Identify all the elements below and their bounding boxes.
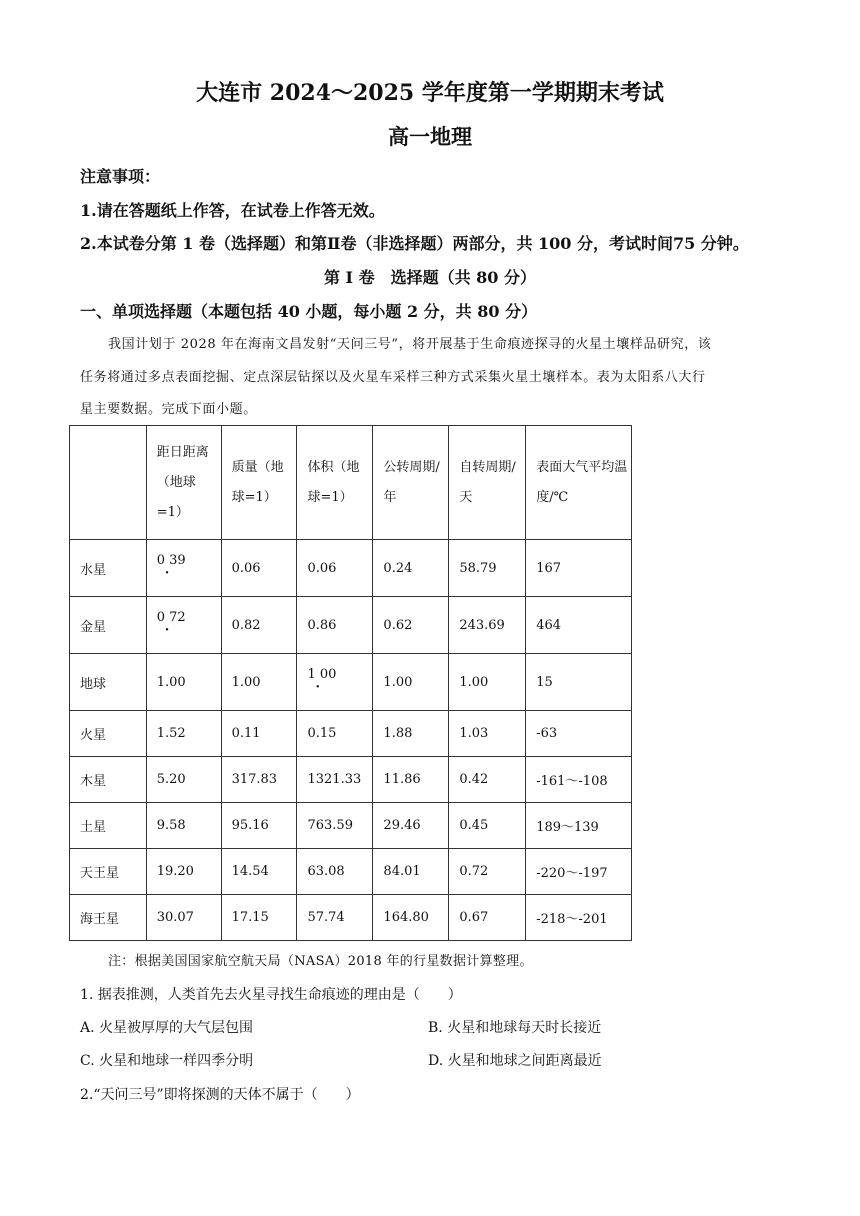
table-row — [70, 757, 632, 803]
table-cell: 15 — [526, 654, 632, 711]
table-cell: -63 — [526, 711, 632, 757]
question-stem: 1. 据表推测，人类首先去火星寻找生命痕迹的理由是（ ） — [80, 987, 462, 1003]
intro-paragraph-line: 我国计划于 2028 年在海南文昌发射“天问三号”，将开展基于生命痕迹探寻的火星土壤样品研究，该 — [108, 337, 712, 352]
table-header-cell: 体积（地球=1） — [297, 426, 373, 540]
table-cell: 763.59 — [297, 803, 373, 849]
table-row — [70, 711, 632, 757]
table-cell — [297, 654, 373, 711]
table-row — [70, 849, 632, 895]
table-cell: 30.07 — [146, 895, 221, 941]
table-cell: 0.15 — [297, 711, 373, 757]
table-header-cell: 自转周期/天 — [449, 426, 526, 540]
planet-data-table — [69, 425, 632, 941]
table-cell: -161～-108 — [526, 757, 632, 803]
table-cell: 1321.33 — [297, 757, 373, 803]
table-cell: 0.82 — [221, 597, 297, 654]
table-row — [70, 540, 632, 597]
planet-name-cell: 天王星 — [70, 849, 147, 895]
table-cell: 5.20 — [146, 757, 221, 803]
answer-option-c: C. 火星和地球一样四季分明 — [80, 1053, 254, 1069]
table-cell: 1.00 — [373, 654, 449, 711]
table-cell: 1.88 — [373, 711, 449, 757]
planet-name-cell: 海王星 — [70, 895, 147, 941]
table-cell: 19.20 — [146, 849, 221, 895]
table-cell: 57.74 — [297, 895, 373, 941]
planet-name-cell: 木星 — [70, 757, 147, 803]
table-cell-value: 1 00 · — [307, 667, 336, 682]
table-cell-value: 0 39 · — [157, 553, 186, 568]
planet-name-cell: 金星 — [70, 597, 147, 654]
table-cell: 0.06 — [297, 540, 373, 597]
table-header-cell — [70, 426, 147, 540]
table-cell: 243.69 — [449, 597, 526, 654]
table-cell: 0.86 — [297, 597, 373, 654]
table-header-cell: 质量（地球=1） — [221, 426, 297, 540]
planet-name-cell: 地球 — [70, 654, 147, 711]
table-row — [70, 597, 632, 654]
section-title: 一、单项选择题（本题包括 40 小题，每小题 2 分，共 80 分） — [80, 302, 538, 321]
table-cell: 1.00 — [449, 654, 526, 711]
table-note: 注：根据美国国家航空航天局（NASA）2018 年的行星数据计算整理。 — [108, 954, 533, 969]
table-cell: 0.42 — [449, 757, 526, 803]
notice-heading: 注意事项： — [80, 167, 161, 186]
table-cell — [146, 540, 221, 597]
table-cell-value: 0 72 · — [157, 610, 186, 625]
table-cell: 0.72 — [449, 849, 526, 895]
table-cell: 17.15 — [221, 895, 297, 941]
part-title: 第 I 卷 选择题（共 80 分） — [323, 268, 537, 287]
table-header-cell: 公转周期/年 — [373, 426, 449, 540]
table-header-cell: 表面大气平均温度/℃ — [526, 426, 632, 540]
table-row — [70, 654, 632, 711]
table-cell: 1.52 — [146, 711, 221, 757]
exam-title: 大连市 2024～2025 学年度第一学期期末考试 — [196, 80, 664, 106]
table-cell: 0.67 — [449, 895, 526, 941]
answer-option-d: D. 火星和地球之间距离最近 — [428, 1053, 602, 1069]
table-cell: 0.24 — [373, 540, 449, 597]
table-cell: 11.86 — [373, 757, 449, 803]
table-cell: 9.58 — [146, 803, 221, 849]
table-cell: 84.01 — [373, 849, 449, 895]
table-cell: 167 — [526, 540, 632, 597]
table-header-cell: 距日距离（地球=1） — [146, 426, 221, 540]
table-cell: 189～139 — [526, 803, 632, 849]
notice-item: 2.本试卷分第 1 卷（选择题）和第Ⅱ卷（非选择题）两部分，共 100 分，考试时间75 分钟。 — [80, 234, 749, 253]
answer-option-b: B. 火星和地球每天时长接近 — [428, 1020, 602, 1036]
table-header-row — [70, 426, 632, 540]
table-cell: 14.54 — [221, 849, 297, 895]
table-cell: 0.06 — [221, 540, 297, 597]
table-cell: 0.45 — [449, 803, 526, 849]
planet-name-cell: 土星 — [70, 803, 147, 849]
table-cell: 29.46 — [373, 803, 449, 849]
table-cell: 1.03 — [449, 711, 526, 757]
subject-title: 高一地理 — [388, 124, 472, 149]
table-cell: 317.83 — [221, 757, 297, 803]
intro-paragraph-line: 星主要数据。完成下面小题。 — [80, 402, 257, 417]
table-cell: 63.08 — [297, 849, 373, 895]
planet-name-cell: 火星 — [70, 711, 147, 757]
table-cell: 164.80 — [373, 895, 449, 941]
intro-paragraph-line: 任务将通过多点表面挖掘、定点深层钻探以及火星车采样三种方式采集火星土壤样本。表为太阳系八大行 — [80, 370, 706, 385]
answer-option-a: A. 火星被厚厚的大气层包围 — [80, 1020, 254, 1036]
table-cell: -218～-201 — [526, 895, 632, 941]
table-cell: 95.16 — [221, 803, 297, 849]
table-cell: 0.11 — [221, 711, 297, 757]
table-row — [70, 895, 632, 941]
table-cell — [146, 597, 221, 654]
table-cell: 0.62 — [373, 597, 449, 654]
table-cell: 1.00 — [221, 654, 297, 711]
planet-name-cell: 水星 — [70, 540, 147, 597]
table-cell: 58.79 — [449, 540, 526, 597]
notice-item: 1.请在答题纸上作答，在试卷上作答无效。 — [80, 201, 385, 220]
table-cell: 1.00 — [146, 654, 221, 711]
table-cell: 464 — [526, 597, 632, 654]
question-stem: 2.“天问三号”即将探测的天体不属于（ ） — [80, 1087, 360, 1103]
table-row — [70, 803, 632, 849]
table-cell: -220～-197 — [526, 849, 632, 895]
